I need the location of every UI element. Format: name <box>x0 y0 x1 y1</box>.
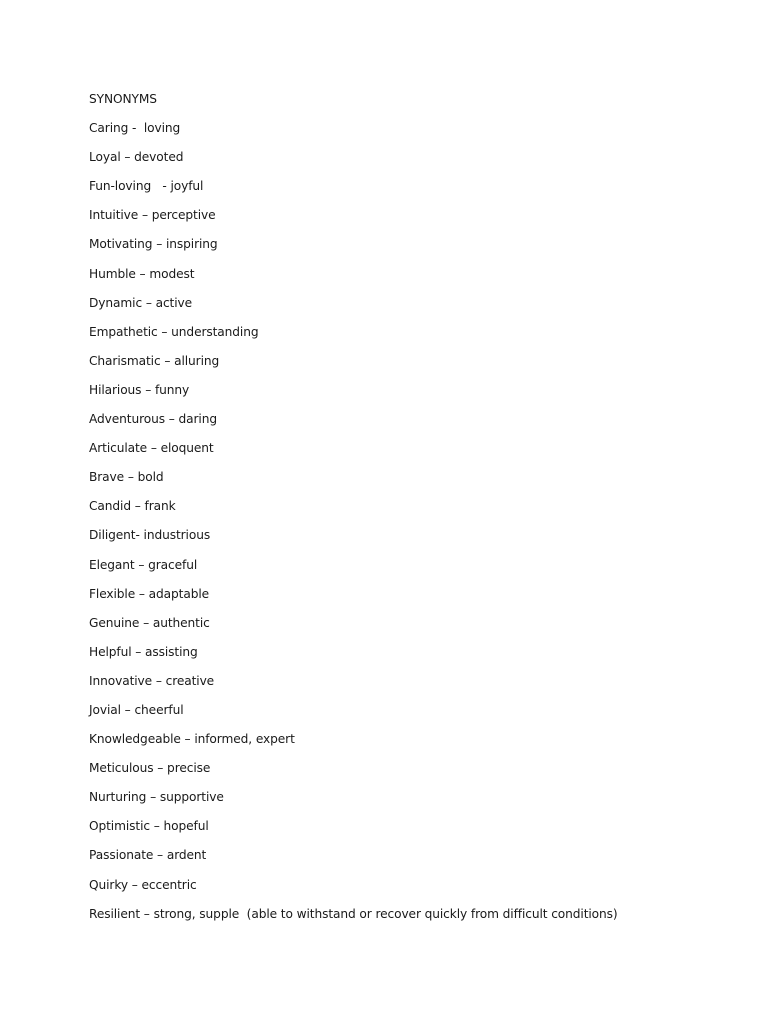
synonym-line: Knowledgeable – informed, expert <box>89 732 295 747</box>
synonym-line: Passionate – ardent <box>89 848 207 863</box>
synonym-line: Empathetic – understanding <box>89 324 259 339</box>
synonym-line: Motivating – inspiring <box>89 237 218 252</box>
synonym-line: Meticulous – precise <box>89 761 211 776</box>
synonym-line: Dynamic – active <box>89 295 193 310</box>
document-heading: SYNONYMS <box>89 92 157 106</box>
synonym-line: Flexible – adaptable <box>89 586 210 601</box>
synonym-line: Candid – frank <box>89 499 176 514</box>
synonym-line: Nurturing – supportive <box>89 790 224 805</box>
synonym-line: Jovial – cheerful <box>89 702 184 717</box>
synonym-line: Charismatic – alluring <box>89 353 220 368</box>
synonym-line: Loyal – devoted <box>89 150 184 165</box>
synonym-line: Fun-loving - joyful <box>89 179 204 194</box>
synonym-line: Elegant – graceful <box>89 557 198 572</box>
synonym-line: Resilient – strong, supple (able to withstand or recover quickly from difficult conditions) <box>89 906 618 921</box>
synonym-line: Genuine – authentic <box>89 615 210 630</box>
synonym-line: Intuitive – perceptive <box>89 208 216 223</box>
synonym-line: Humble – modest <box>89 266 195 281</box>
document-body <box>89 92 729 936</box>
synonym-line: Articulate – eloquent <box>89 441 214 456</box>
synonym-line: Innovative – creative <box>89 673 215 688</box>
synonym-line: Diligent- industrious <box>89 528 211 543</box>
synonym-line: Hilarious – funny <box>89 382 190 397</box>
synonym-line: Brave – bold <box>89 470 164 485</box>
synonym-line: Quirky – eccentric <box>89 877 197 892</box>
synonym-line: Adventurous – daring <box>89 412 217 427</box>
synonym-line: Caring - loving <box>89 121 181 136</box>
synonym-line: Optimistic – hopeful <box>89 819 209 834</box>
synonym-line: Helpful – assisting <box>89 644 198 659</box>
